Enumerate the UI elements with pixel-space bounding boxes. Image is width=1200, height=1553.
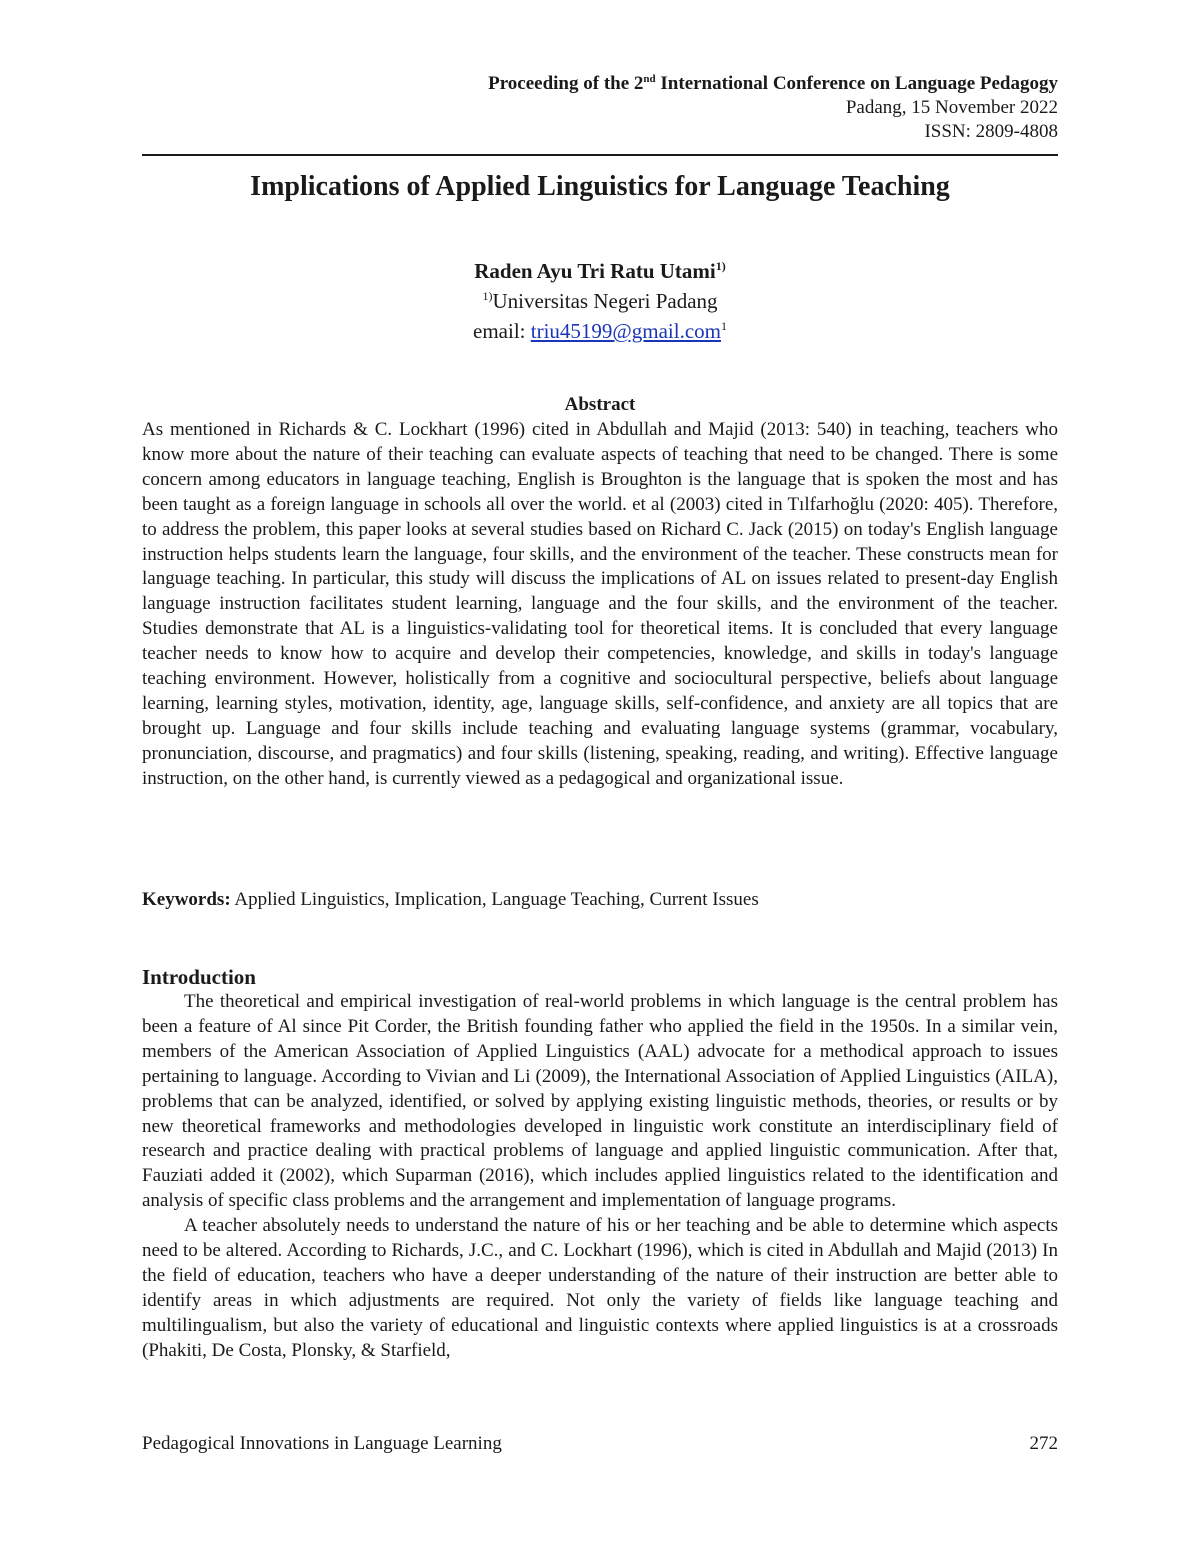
introduction-heading: Introduction [142, 965, 256, 989]
conference-location-date: Padang, 15 November 2022 [845, 97, 1058, 118]
conference-name-suffix: International Conference on Language Pedagogy [655, 73, 1058, 94]
email-marker: 1 [720, 319, 727, 333]
author-name [142, 256, 1058, 286]
introduction-paragraph: The theoretical and empirical investigation of real-world problems in which language is the central problem has been a feature of Al since Pit Corder, the British founding father who applied the field in the 1950s. In a similar vein, members of the American Association of Applied Linguistics (AAL) advocate for a methodical approach to issues pertaining to language. According to Vivian and Li (2009), the International Association of Applied Linguistics (AILA), problems that can be analyzed, identified, or solved by applying existing linguistic methods, theories, or results or by new theoretical frameworks and methodologies developed in linguistic work constitute an interdisciplinary field of research and practice dealing with practical problems of language and applied linguistic communication. After that, Fauziati added it (2002), which Suparman (2016), which includes applied linguistics related to the identification and analysis of specific class problems and the arrangement and implementation of language programs. [142, 991, 1058, 1212]
abstract-heading: Abstract [564, 394, 636, 415]
keywords-line [142, 888, 1058, 912]
abstract-text: As mentioned in Richards & C. Lockhart (1996) cited in Abdullah and Majid (2013: 540) in teaching, teachers who know more about the nature of their teaching can evaluate aspects of teaching that need to be changed. There is some concern among educators in language teaching, English is Broughton is the language that is spoken the most and has been taught as a foreign language in schools all over the world. et al (2003) cited in Tılfarhoğlu (2020: 405). Therefore, to address the problem, this paper looks at several studies based on Richard C. Jack (2015) on today's English language instruction helps students learn the language, four skills, and the environment of the teacher. These constructs mean for language teaching. In particular, this study will discuss the implications of AL on issues related to present-day English language instruction facilitates student learning, language and the four skills, and the environment of the teacher. Studies demonstrate that AL is a linguistics-validating tool for theoretical items. It is concluded that every language teacher needs to know how to acquire and develop their competencies, knowledge, and skills in today's language teaching environment. However, holistically from a cognitive and sociocultural perspective, beliefs about language learning, learning styles, motivation, identity, age, language skills, self-confidence, and anxiety are all topics that are brought up. Language and four skills include teaching and evaluating language systems (grammar, vocabulary, pronunciation, discourse, and pragmatics) and four skills (listening, speaking, reading, and writing). Effective language instruction, on the other hand, is currently viewed as a pedagogical and organizational issue. [142, 419, 1058, 789]
author-block [142, 256, 1058, 346]
author-affiliation [142, 286, 1058, 316]
email-label: email: [473, 319, 531, 343]
conference-ordinal-suffix: nd [643, 73, 656, 85]
header-divider [142, 154, 1058, 156]
author-email-line [142, 316, 1058, 346]
paper-title: Implications of Applied Linguistics for Language Teaching [250, 171, 950, 202]
keywords-label: Keywords: [142, 889, 231, 910]
footer-page-number: 272 [1029, 1433, 1058, 1454]
introduction-body [142, 990, 1058, 1364]
footer-journal-name: Pedagogical Innovations in Language Learning [142, 1433, 502, 1454]
conference-name [488, 72, 1058, 96]
conference-issn: ISSN: 2809-4808 [924, 121, 1058, 142]
conference-name-prefix: Proceeding of the 2 [488, 73, 644, 94]
affiliation-marker: 1) [482, 289, 493, 303]
email-link[interactable]: triu45199@gmail.com [530, 319, 721, 343]
running-header [488, 72, 1058, 144]
introduction-paragraph: A teacher absolutely needs to understand the nature of his or her teaching and be able to determine which aspects need to be altered. According to Richards, J.C., and C. Lockhart (1996), which is cited in Abdullah and Majid (2013) In the field of education, teachers who have a deeper understanding of the nature of their instruction are better able to identify areas in which adjustments are required. Not only the variety of fields like language teaching and multilingualism, but also the variety of educational and linguistic contexts where applied linguistics is at a crossroads (Phakiti, De Costa, Plonsky, & Starfield, [142, 1215, 1058, 1361]
affiliation-text: Universitas Negeri Padang [492, 289, 718, 313]
keywords-text: Applied Linguistics, Implication, Language Teaching, Current Issues [230, 889, 759, 910]
author-name-marker: 1) [715, 259, 726, 273]
author-name-text: Raden Ayu Tri Ratu Utami [474, 259, 716, 283]
